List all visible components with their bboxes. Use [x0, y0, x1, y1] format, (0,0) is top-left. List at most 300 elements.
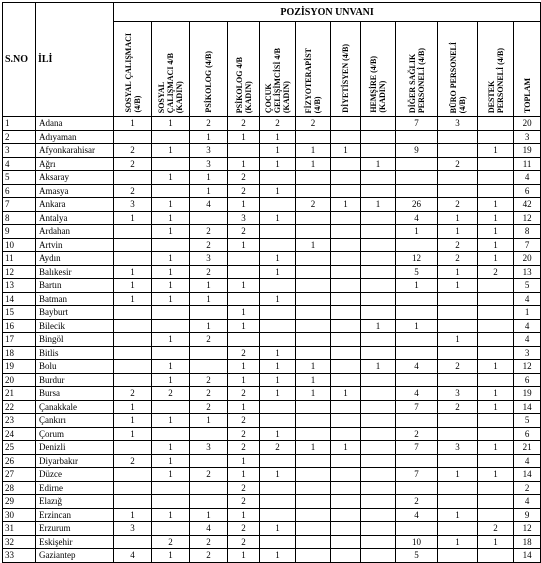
count-cell — [152, 427, 190, 441]
total-cell: 19 — [514, 144, 541, 158]
count-cell: 2 — [190, 468, 228, 482]
count-cell: 5 — [396, 265, 438, 279]
count-cell: 2 — [114, 144, 152, 158]
count-cell — [152, 346, 190, 360]
count-cell: 1 — [296, 144, 331, 158]
table-row — [3, 549, 541, 563]
count-cell: 2 — [190, 535, 228, 549]
province-name: Denizli — [36, 441, 114, 455]
count-cell — [361, 468, 396, 482]
count-cell: 1 — [228, 279, 260, 293]
count-cell: 2 — [396, 427, 438, 441]
row-number: 29 — [3, 495, 36, 509]
position-header-label: SOSYAL ÇALIŞMACI 4/B (KADIN) — [157, 52, 184, 113]
count-cell — [478, 481, 514, 495]
count-cell — [296, 522, 331, 536]
count-cell: 1 — [152, 292, 190, 306]
count-cell — [361, 252, 396, 266]
count-cell — [331, 400, 361, 414]
count-cell: 1 — [114, 211, 152, 225]
count-cell: 1 — [478, 144, 514, 158]
count-cell: 2 — [190, 238, 228, 252]
count-cell: 1 — [478, 400, 514, 414]
count-cell — [438, 144, 478, 158]
count-cell — [331, 211, 361, 225]
count-cell: 1 — [260, 292, 296, 306]
count-cell — [396, 346, 438, 360]
count-cell — [331, 522, 361, 536]
row-number: 2 — [3, 130, 36, 144]
table-row — [3, 387, 541, 401]
count-cell: 1 — [361, 157, 396, 171]
count-cell: 2 — [478, 265, 514, 279]
count-cell — [361, 549, 396, 563]
position-header — [152, 22, 190, 117]
count-cell: 1 — [438, 211, 478, 225]
count-cell: 1 — [478, 360, 514, 374]
count-cell — [438, 549, 478, 563]
row-number: 18 — [3, 346, 36, 360]
position-header-label: DİĞER SAĞLIK PERSONELİ (4/B) — [407, 47, 426, 113]
row-number: 26 — [3, 454, 36, 468]
count-cell — [114, 468, 152, 482]
position-header-label: HEMŞİRE (4/B) (KADIN) — [369, 56, 387, 113]
count-cell: 1 — [260, 252, 296, 266]
count-cell — [331, 454, 361, 468]
count-cell — [114, 360, 152, 374]
count-cell: 1 — [361, 319, 396, 333]
count-cell — [331, 184, 361, 198]
province-name: Erzurum — [36, 522, 114, 536]
count-cell: 4 — [396, 360, 438, 374]
count-cell: 1 — [296, 238, 331, 252]
province-name: Diyarbakır — [36, 454, 114, 468]
count-cell: 1 — [296, 373, 331, 387]
province-name: Eskişehir — [36, 535, 114, 549]
count-cell: 4 — [396, 508, 438, 522]
count-cell: 3 — [114, 198, 152, 212]
count-cell: 1 — [114, 265, 152, 279]
count-cell: 1 — [152, 117, 190, 131]
count-cell: 1 — [152, 171, 190, 185]
province-name: Çorum — [36, 427, 114, 441]
count-cell: 1 — [228, 400, 260, 414]
count-cell — [361, 441, 396, 455]
table-row — [3, 117, 541, 131]
count-cell — [438, 306, 478, 320]
count-cell — [331, 333, 361, 347]
position-header — [228, 22, 260, 117]
position-header — [396, 22, 438, 117]
position-header-label: DİYETİSYEN (4/B) — [341, 44, 350, 113]
count-cell — [228, 292, 260, 306]
count-cell — [331, 495, 361, 509]
position-header — [296, 22, 331, 117]
row-number: 5 — [3, 171, 36, 185]
total-cell: 11 — [514, 157, 541, 171]
count-cell: 4 — [396, 211, 438, 225]
table-row — [3, 198, 541, 212]
count-cell: 1 — [396, 319, 438, 333]
table-row — [3, 333, 541, 347]
count-cell: 1 — [152, 414, 190, 428]
count-cell — [296, 400, 331, 414]
count-cell: 1 — [260, 346, 296, 360]
count-cell — [114, 171, 152, 185]
count-cell: 1 — [152, 373, 190, 387]
table-row — [3, 265, 541, 279]
total-cell: 9 — [514, 508, 541, 522]
count-cell — [331, 238, 361, 252]
count-cell — [152, 184, 190, 198]
table-row — [3, 346, 541, 360]
province-name: Erzincan — [36, 508, 114, 522]
count-cell: 2 — [114, 157, 152, 171]
count-cell — [361, 225, 396, 239]
count-cell — [361, 211, 396, 225]
count-cell — [296, 265, 331, 279]
total-cell: 2 — [514, 481, 541, 495]
count-cell: 1 — [228, 549, 260, 563]
count-cell: 1 — [478, 441, 514, 455]
count-cell — [478, 157, 514, 171]
count-cell — [114, 495, 152, 509]
count-cell — [438, 495, 478, 509]
count-cell — [190, 306, 228, 320]
table-row — [3, 427, 541, 441]
count-cell: 2 — [260, 117, 296, 131]
province-name: Artvin — [36, 238, 114, 252]
province-name: Antalya — [36, 211, 114, 225]
count-cell: 2 — [296, 117, 331, 131]
table-row — [3, 279, 541, 293]
count-cell: 7 — [396, 441, 438, 455]
count-cell: 2 — [190, 117, 228, 131]
total-cell: 21 — [514, 441, 541, 455]
count-cell — [331, 508, 361, 522]
count-cell — [331, 468, 361, 482]
count-cell: 3 — [114, 522, 152, 536]
count-cell — [361, 265, 396, 279]
count-cell: 2 — [190, 265, 228, 279]
count-cell: 1 — [228, 468, 260, 482]
count-cell — [114, 535, 152, 549]
count-cell: 1 — [260, 157, 296, 171]
count-cell — [331, 225, 361, 239]
count-cell — [361, 171, 396, 185]
count-cell: 1 — [396, 225, 438, 239]
count-cell: 1 — [152, 333, 190, 347]
count-cell — [396, 454, 438, 468]
row-number: 15 — [3, 306, 36, 320]
count-cell: 1 — [260, 468, 296, 482]
count-cell — [331, 427, 361, 441]
count-cell: 5 — [396, 549, 438, 563]
count-cell: 1 — [152, 198, 190, 212]
province-name: Adana — [36, 117, 114, 131]
count-cell: 1 — [438, 279, 478, 293]
count-cell — [396, 522, 438, 536]
count-cell — [152, 495, 190, 509]
count-cell — [260, 319, 296, 333]
count-cell — [296, 535, 331, 549]
count-cell — [152, 238, 190, 252]
count-cell: 3 — [438, 117, 478, 131]
count-cell — [114, 441, 152, 455]
row-number: 20 — [3, 373, 36, 387]
count-cell: 1 — [114, 117, 152, 131]
count-cell: 1 — [190, 414, 228, 428]
count-cell: 3 — [190, 144, 228, 158]
count-cell: 1 — [152, 454, 190, 468]
count-cell — [190, 427, 228, 441]
count-cell: 2 — [478, 522, 514, 536]
province-name: Bayburt — [36, 306, 114, 320]
count-cell — [396, 157, 438, 171]
count-cell — [296, 346, 331, 360]
position-table — [2, 2, 541, 563]
table-row — [3, 481, 541, 495]
province-name: Amasya — [36, 184, 114, 198]
count-cell — [296, 468, 331, 482]
row-number: 31 — [3, 522, 36, 536]
count-cell: 1 — [114, 508, 152, 522]
total-cell: 4 — [514, 454, 541, 468]
count-cell — [361, 333, 396, 347]
count-cell — [114, 130, 152, 144]
row-number: 7 — [3, 198, 36, 212]
count-cell — [438, 130, 478, 144]
count-cell — [114, 319, 152, 333]
table-row — [3, 171, 541, 185]
count-cell — [260, 279, 296, 293]
count-cell — [260, 414, 296, 428]
count-cell — [260, 171, 296, 185]
row-number: 28 — [3, 481, 36, 495]
total-cell: 13 — [514, 265, 541, 279]
count-cell — [396, 481, 438, 495]
position-header — [260, 22, 296, 117]
count-cell: 12 — [396, 252, 438, 266]
count-cell: 1 — [438, 468, 478, 482]
province-name: Aydın — [36, 252, 114, 266]
count-cell: 1 — [296, 360, 331, 374]
count-cell — [260, 508, 296, 522]
count-cell — [361, 454, 396, 468]
count-cell — [331, 279, 361, 293]
count-cell: 1 — [190, 292, 228, 306]
count-cell — [114, 225, 152, 239]
count-cell — [152, 130, 190, 144]
count-cell — [296, 495, 331, 509]
count-cell — [296, 427, 331, 441]
total-cell: 18 — [514, 535, 541, 549]
position-header — [190, 22, 228, 117]
count-cell — [296, 171, 331, 185]
count-cell: 2 — [114, 184, 152, 198]
total-cell: 42 — [514, 198, 541, 212]
count-cell — [438, 373, 478, 387]
province-name: Ankara — [36, 198, 114, 212]
row-number: 23 — [3, 414, 36, 428]
table-row — [3, 535, 541, 549]
position-header-label: ÇOCUK GELİŞİMCİSİ 4/B (KADIN) — [264, 47, 291, 113]
count-cell — [190, 360, 228, 374]
row-number: 25 — [3, 441, 36, 455]
count-cell — [396, 292, 438, 306]
total-cell: 20 — [514, 117, 541, 131]
count-cell — [152, 400, 190, 414]
count-cell — [296, 252, 331, 266]
count-cell: 1 — [296, 441, 331, 455]
count-cell — [478, 306, 514, 320]
count-cell: 1 — [114, 279, 152, 293]
count-cell: 1 — [228, 157, 260, 171]
province-name: Balıkesir — [36, 265, 114, 279]
count-cell: 1 — [260, 427, 296, 441]
count-cell — [478, 292, 514, 306]
count-cell: 1 — [152, 549, 190, 563]
count-cell — [228, 144, 260, 158]
count-cell — [438, 481, 478, 495]
count-cell — [331, 130, 361, 144]
count-cell — [396, 130, 438, 144]
count-cell — [331, 292, 361, 306]
count-cell: 2 — [438, 157, 478, 171]
sno-header: S.NO — [3, 3, 36, 117]
count-cell: 2 — [228, 414, 260, 428]
province-name: Düzce — [36, 468, 114, 482]
count-cell — [296, 130, 331, 144]
count-cell: 10 — [396, 535, 438, 549]
count-cell — [114, 252, 152, 266]
count-cell: 1 — [331, 441, 361, 455]
count-cell — [361, 130, 396, 144]
count-cell — [361, 427, 396, 441]
count-cell — [190, 454, 228, 468]
count-cell — [152, 319, 190, 333]
count-cell — [478, 414, 514, 428]
row-number: 17 — [3, 333, 36, 347]
count-cell — [361, 238, 396, 252]
count-cell: 2 — [438, 252, 478, 266]
count-cell: 2 — [438, 360, 478, 374]
count-cell: 1 — [260, 130, 296, 144]
table-row — [3, 360, 541, 374]
count-cell: 2 — [190, 400, 228, 414]
table-row — [3, 252, 541, 266]
count-cell: 2 — [396, 495, 438, 509]
count-cell — [361, 184, 396, 198]
total-cell: 14 — [514, 549, 541, 563]
count-cell — [361, 292, 396, 306]
count-cell — [478, 373, 514, 387]
count-cell — [438, 414, 478, 428]
count-cell — [152, 306, 190, 320]
position-header — [514, 22, 541, 117]
count-cell: 1 — [260, 549, 296, 563]
count-cell: 1 — [114, 427, 152, 441]
count-cell: 1 — [438, 535, 478, 549]
count-cell — [114, 238, 152, 252]
position-header-label: FİZYOTERAPİST (4/B) — [304, 47, 322, 113]
count-cell — [114, 481, 152, 495]
count-cell — [361, 279, 396, 293]
count-cell: 1 — [152, 265, 190, 279]
count-cell — [190, 211, 228, 225]
count-cell: 1 — [190, 319, 228, 333]
count-cell: 2 — [228, 117, 260, 131]
province-name: Gaziantep — [36, 549, 114, 563]
count-cell: 1 — [228, 130, 260, 144]
count-cell — [114, 346, 152, 360]
count-cell — [228, 252, 260, 266]
table-row — [3, 211, 541, 225]
count-cell — [331, 319, 361, 333]
count-cell — [361, 117, 396, 131]
count-cell — [114, 373, 152, 387]
count-cell: 2 — [260, 441, 296, 455]
count-cell — [260, 238, 296, 252]
count-cell — [260, 198, 296, 212]
total-cell: 6 — [514, 373, 541, 387]
count-cell — [331, 549, 361, 563]
count-cell: 1 — [478, 211, 514, 225]
count-cell: 2 — [438, 400, 478, 414]
count-cell: 2 — [190, 225, 228, 239]
row-number: 33 — [3, 549, 36, 563]
count-cell — [228, 333, 260, 347]
count-cell: 2 — [438, 198, 478, 212]
count-cell — [478, 454, 514, 468]
position-header — [331, 22, 361, 117]
group-header: POZİSYON UNVANI — [114, 3, 541, 22]
count-cell — [478, 549, 514, 563]
count-cell: 1 — [228, 198, 260, 212]
table-row — [3, 225, 541, 239]
count-cell: 1 — [296, 157, 331, 171]
count-cell — [478, 130, 514, 144]
count-cell — [331, 360, 361, 374]
count-cell: 1 — [228, 508, 260, 522]
count-cell: 1 — [152, 279, 190, 293]
count-cell: 1 — [228, 373, 260, 387]
count-cell — [296, 414, 331, 428]
count-cell: 7 — [396, 468, 438, 482]
count-cell: 2 — [190, 387, 228, 401]
position-header-label: PSİKOLOG (4/B) — [204, 51, 213, 113]
province-name: Bartın — [36, 279, 114, 293]
row-number: 14 — [3, 292, 36, 306]
count-cell — [152, 157, 190, 171]
table-row — [3, 238, 541, 252]
count-cell — [478, 333, 514, 347]
province-name: Çankırı — [36, 414, 114, 428]
count-cell — [190, 495, 228, 509]
table-row — [3, 292, 541, 306]
count-cell: 2 — [228, 522, 260, 536]
total-cell: 6 — [514, 427, 541, 441]
count-cell: 26 — [396, 198, 438, 212]
count-cell: 1 — [152, 211, 190, 225]
count-cell — [361, 495, 396, 509]
position-header-label: PSİKOLOG 4/B (KADIN) — [234, 56, 253, 113]
count-cell — [361, 481, 396, 495]
table-row — [3, 468, 541, 482]
total-cell: 14 — [514, 468, 541, 482]
count-cell: 1 — [260, 360, 296, 374]
row-number: 6 — [3, 184, 36, 198]
